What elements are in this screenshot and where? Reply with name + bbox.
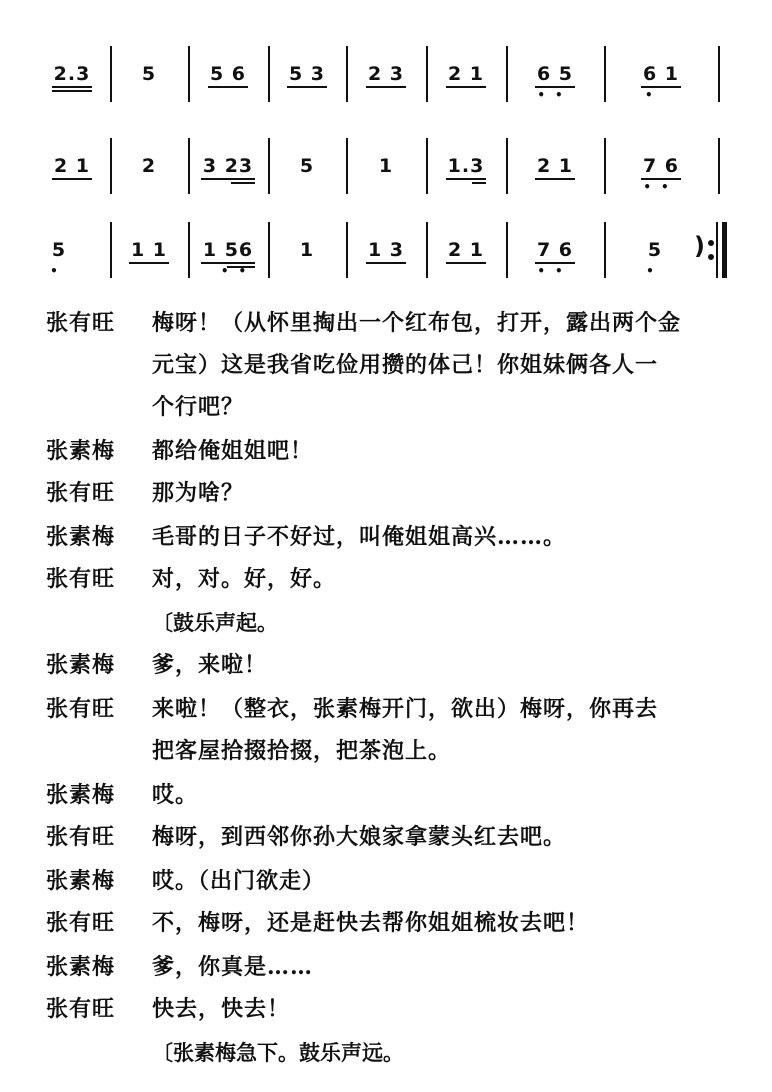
measure: 6 1 • [642, 63, 680, 102]
measure: 5 3 [276, 64, 338, 94]
score-row-2 [0, 138, 772, 198]
speech-text: 对，对。好，好。 [152, 566, 337, 592]
speech-text: 那为啥？ [152, 480, 245, 506]
speaker-name: 张有旺 [46, 566, 116, 592]
speaker-name: 张素梅 [46, 652, 116, 678]
speaker-name: 张素梅 [46, 868, 116, 894]
measure: 1 [299, 239, 315, 261]
speech-text: 哎。（出门欲走） [152, 868, 326, 894]
barline [346, 46, 348, 102]
repeat-dot [708, 240, 714, 246]
score-row-3 [0, 222, 772, 282]
barline [110, 46, 112, 102]
speech-text: 元宝）这是我省吃俭用攒的体己！你姐妹俩各人一 [152, 352, 659, 378]
speech-text: 来啦！（整衣，张素梅开门，欲出）梅呀，你再去 [152, 696, 659, 722]
speaker-name: 张有旺 [46, 696, 116, 722]
barline [110, 222, 112, 278]
barline [346, 222, 348, 278]
thin-barline [716, 222, 718, 278]
barline [188, 46, 190, 102]
measure: 1 [378, 155, 394, 177]
barline [604, 222, 606, 278]
speaker-name: 张素梅 [46, 954, 116, 980]
barline [346, 138, 348, 194]
numbered-musical-score [0, 0, 772, 290]
measure: 1 1 [118, 240, 180, 270]
measure: 2 1 [514, 156, 596, 186]
speech-text: 梅呀！（从怀里掏出一个红布包，打开，露出两个金 [152, 310, 682, 336]
measure: 5 6 [196, 64, 260, 94]
speaker-name: 张素梅 [46, 524, 116, 550]
measure: 5 [141, 63, 157, 85]
barline [426, 138, 428, 194]
speech-text: 都给俺姐姐吧！ [152, 438, 314, 464]
speaker-name: 张素梅 [46, 782, 116, 808]
barline [506, 46, 508, 102]
measure: 1 3 [354, 240, 418, 270]
speech-text: 把客屋拾掇拾掇，把茶泡上。 [152, 738, 452, 764]
measure: 7 6 •• [642, 155, 680, 194]
measure: 7 6 •• [536, 239, 574, 278]
speaker-name: 张有旺 [46, 996, 116, 1022]
speech-text: 爹，你真是…… [152, 954, 314, 980]
barline [188, 222, 190, 278]
barline [604, 46, 606, 102]
speech-text: 梅呀，到西邻你孙大娘家拿蒙头红去吧。 [152, 824, 567, 850]
repeat-end-barline [694, 222, 734, 278]
speaker-name: 张有旺 [46, 824, 116, 850]
barline [506, 222, 508, 278]
measure: 2 3 [354, 64, 418, 94]
measure: 2 [141, 155, 157, 177]
barline [268, 46, 270, 102]
speech-text: 快去，快去！ [152, 996, 291, 1022]
stage-direction-text: 〔鼓乐声起。 [152, 610, 278, 635]
barline [110, 138, 112, 194]
barline [426, 222, 428, 278]
measure: 5 [299, 155, 315, 177]
barline [188, 138, 190, 194]
measure: 5 • [50, 239, 68, 278]
measure: 2 1 [434, 240, 498, 270]
measure: 1 56 •• [202, 239, 257, 278]
repeat-dot [708, 254, 714, 260]
speaker-name: 张有旺 [46, 310, 116, 336]
speech-text: 毛哥的日子不好过，叫俺姐姐高兴……。 [152, 524, 567, 550]
barline [268, 222, 270, 278]
speech-text: 哎。 [152, 782, 199, 808]
barline [718, 138, 720, 194]
speech-text: 不，梅呀，还是赶快去帮你姐姐梳妆去吧！ [152, 910, 590, 936]
measure: 6 5 •• [536, 63, 574, 102]
measure: 2 1 [434, 64, 498, 94]
measure: 2 1 [42, 156, 102, 186]
measure: 2.3 [42, 64, 102, 94]
stage-direction-text: 〔张素梅急下。鼓乐声远。 [152, 1040, 404, 1065]
barline [604, 138, 606, 194]
speaker-name: 张有旺 [46, 910, 116, 936]
barline [426, 46, 428, 102]
speaker-name: 张有旺 [46, 480, 116, 506]
measure: 3 23 [196, 156, 260, 186]
barline [506, 138, 508, 194]
score-row-1 [0, 46, 772, 106]
barline [268, 138, 270, 194]
measure: 5 • [646, 239, 664, 278]
speech-text: 爹，来啦！ [152, 652, 268, 678]
barline [718, 46, 720, 102]
fermata-bracket-icon: ) [694, 232, 705, 260]
speaker-name: 张素梅 [46, 438, 116, 464]
speech-text: 个行吧？ [152, 394, 245, 420]
thick-barline [722, 222, 727, 278]
measure: 1.3 [434, 156, 498, 186]
